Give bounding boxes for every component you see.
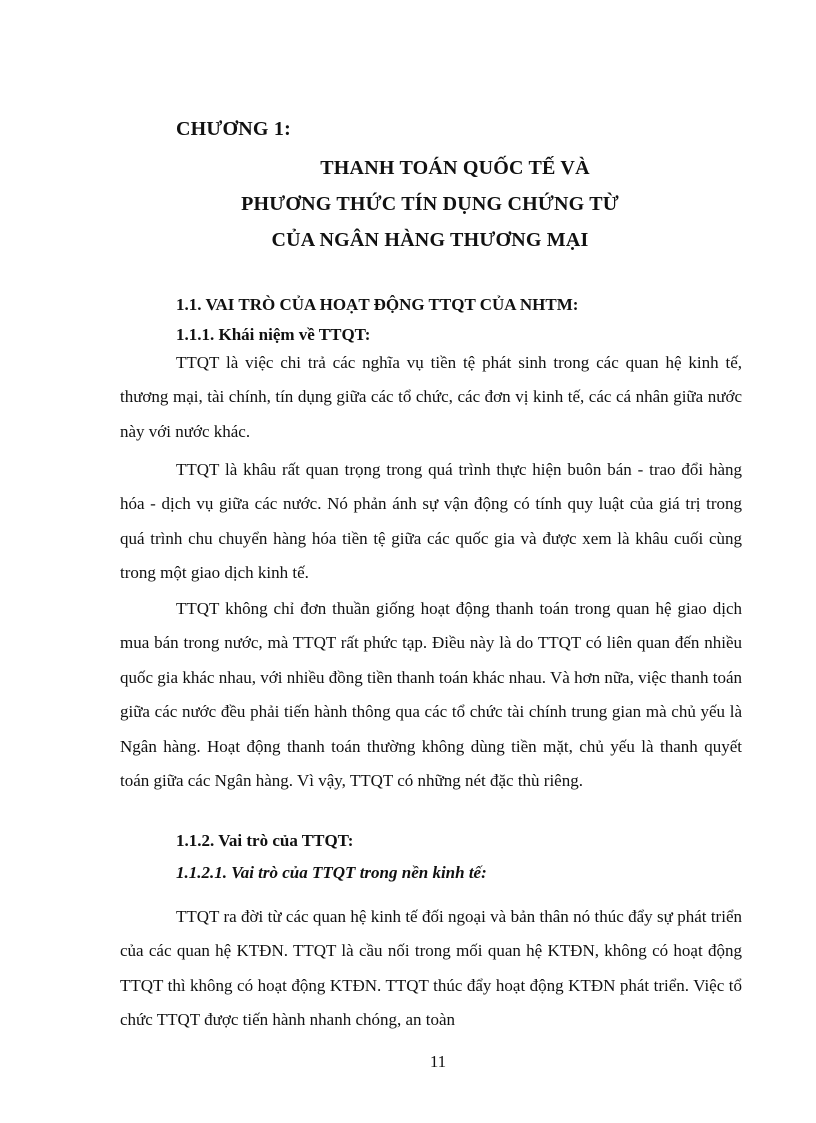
page-number: 11 [429, 1052, 447, 1071]
section-heading-1-1-1: 1.1.1. Khái niệm về TTQT: [176, 325, 371, 344]
chapter-title-line-2: PHƯƠNG THỨC TÍN DỤNG CHỨNG TỪ [241, 193, 619, 215]
chapter-label: CHƯƠNG 1: [176, 118, 291, 140]
section-heading-1-1-2-1: 1.1.2.1. Vai trò của TTQT trong nền kinh tế: [176, 863, 487, 882]
paragraph-1: TTQT là việc chi trả các nghĩa vụ tiền tệ phát sinh trong các quan hệ kinh tế, thương mại, tài chính, tín dụng giữa các tổ chức, các đơn vị kinh tế, các cá nhân giữa nước này với nước khác. [120, 353, 742, 441]
section-heading-1-1-2: 1.1.2. Vai trò của TTQT: [176, 831, 354, 850]
paragraph-4: TTQT ra đời từ các quan hệ kinh tế đối ngoại và bản thân nó thúc đẩy sự phát triển của các quan hệ KTĐN. TTQT là cầu nối trong mối quan hệ KTĐN, không có hoạt động TTQT thì không có hoạt động KTĐN. TTQT thúc đẩy hoạt động KTĐN phát triển. Việc tổ chức TTQT được tiến hành nhanh chóng, an toàn [120, 907, 742, 1030]
chapter-title-line-3: CỦA NGÂN HÀNG THƯƠNG MẠI [271, 229, 589, 251]
section-heading-1-1: 1.1. VAI TRÒ CỦA HOẠT ĐỘNG TTQT CỦA NHTM: [176, 295, 579, 314]
paragraph-2: TTQT là khâu rất quan trọng trong quá trình thực hiện buôn bán - trao đổi hàng hóa - dịch vụ giữa các nước. Nó phản ánh sự vận động có tính quy luật của giá trị trong quá trình chu chuyển hàng hóa tiền tệ giữa các quốc gia và được xem là khâu cuối cùng trong một giao dịch kinh tế. [120, 460, 742, 583]
chapter-title-line-1: THANH TOÁN QUỐC TẾ VÀ [320, 157, 590, 179]
paragraph-3: TTQT không chỉ đơn thuần giống hoạt động thanh toán trong quan hệ giao dịch mua bán trong nước, mà TTQT rất phức tạp. Điều này là do TTQT có liên quan đến nhiều quốc gia khác nhau, với nhiều đồng tiền thanh toán khác nhau. Và hơn nữa, việc thanh toán giữa các nước đều phải tiến hành thông qua các tổ chức tài chính trung gian mà chủ yếu là Ngân hàng. Hoạt động thanh toán thường không dùng tiền mặt, chủ yếu là thanh quyết toán giữa các Ngân hàng. Vì vậy, TTQT có những nét đặc thù riêng. [120, 599, 742, 791]
